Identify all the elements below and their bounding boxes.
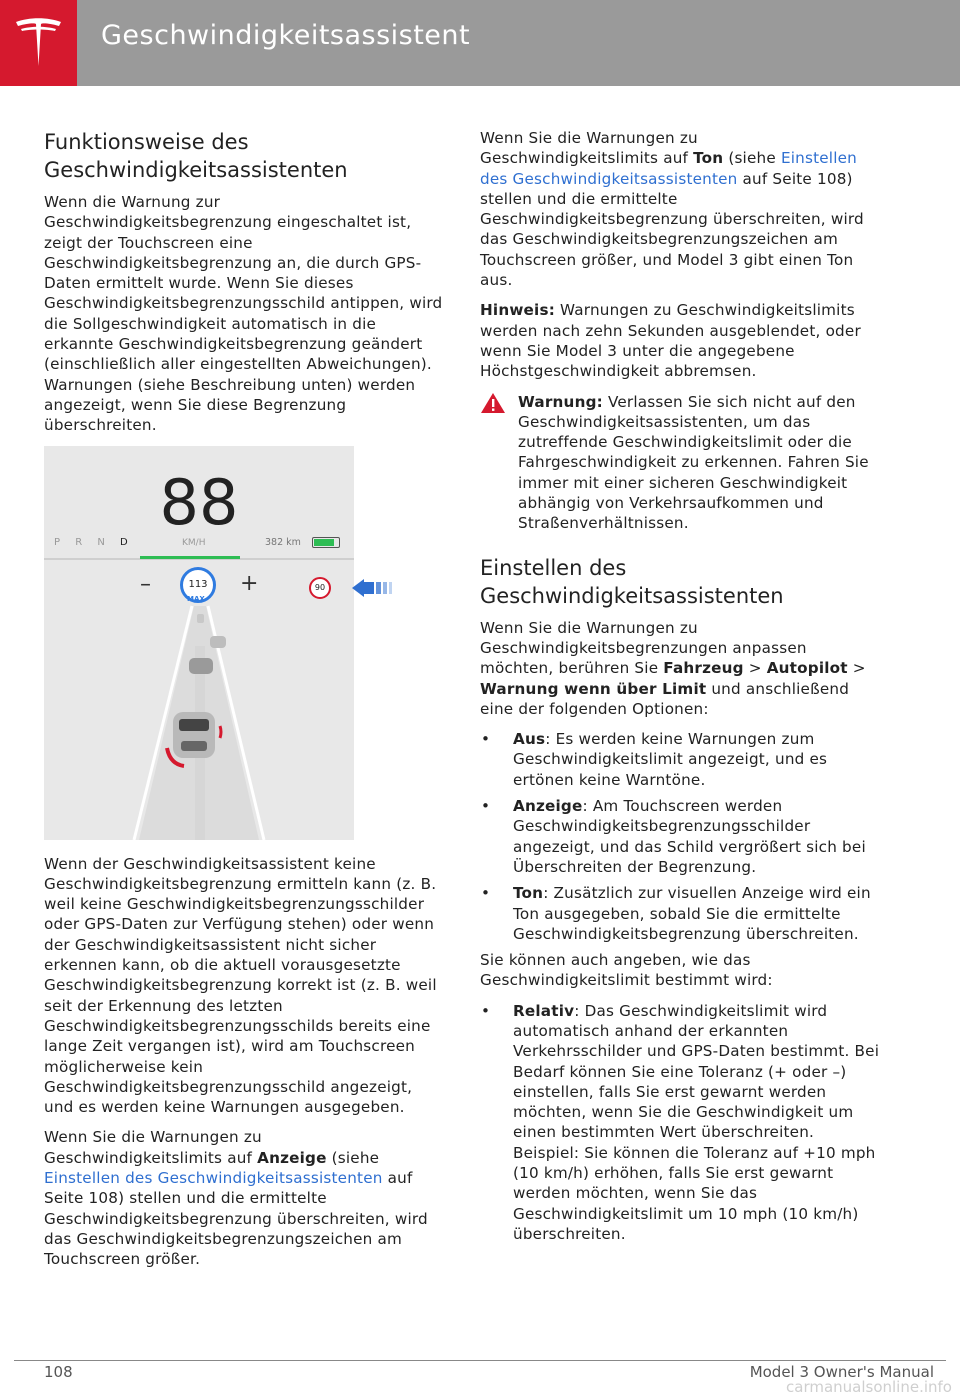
menu-path-vehicle: Fahrzeug: [663, 659, 744, 678]
text: und anschließend eine der folgenden Optionen:: [480, 679, 850, 718]
footer-rule: [14, 1360, 946, 1361]
paragraph: Sie können auch angeben, wie das Geschwindigkeitslimit bestimmt wird:: [480, 951, 773, 990]
note-paragraph: [480, 300, 880, 381]
speed-readout: 88: [159, 465, 239, 539]
text: Wenn Sie die Warnungen zu Geschwindigkeitsbegrenzungen anpassen möchten, berühren Sie: [480, 618, 807, 678]
bullet-icon: •: [481, 884, 491, 903]
emphasis: Ton: [693, 149, 724, 168]
text: >: [847, 659, 866, 678]
text: (siehe: [326, 1148, 380, 1167]
bullet-icon: •: [481, 1001, 491, 1020]
option-text: : Am Touchscreen werden Geschwindigkeitsbegrenzungsschilder angezeigt, und das Schild vergrößert sich bei Überschreiten der Begrenzung.: [513, 797, 866, 876]
text: Wenn Sie die Warnungen zu Geschwindigkeitslimits auf: [480, 129, 698, 168]
increase-speed-button[interactable]: +: [240, 570, 259, 596]
gear-active: D: [120, 536, 134, 548]
option-label: Relativ: [513, 1001, 575, 1020]
warning-triangle-icon: [480, 392, 506, 414]
manual-title: Model 3 Owner's Manual: [749, 1363, 934, 1381]
option-label: Ton: [513, 884, 544, 903]
callout-arrow-icon: [352, 575, 396, 601]
paragraph: [480, 128, 880, 290]
battery-icon: [312, 537, 340, 548]
section-heading: Funktionsweise des Geschwindigkeitsassistenten: [44, 130, 348, 182]
note-text: Warnungen zu Geschwindigkeitslimits werden nach zehn Sekunden ausgeblendet, oder wenn Sie Model 3 unter die angegebene Höchstgeschwindigkeit abbremsen.: [480, 301, 861, 381]
gear-inactive: P R N: [54, 536, 111, 548]
list-item: [480, 883, 880, 944]
text: Wenn Sie die Warnungen zu Geschwindigkeitslimits auf: [44, 1128, 262, 1167]
gear-indicator: [54, 537, 134, 548]
range-readout: 382 km: [265, 536, 301, 548]
menu-path-warning: Warnung wenn über Limit: [480, 679, 707, 698]
max-label: MAX: [187, 594, 205, 603]
bullet-icon: •: [481, 797, 491, 816]
list-item: [480, 729, 880, 790]
section-heading: Einstellen des Geschwindigkeitsassistenten: [480, 555, 784, 608]
watermark: carmanualsonline.info: [786, 1378, 952, 1396]
option-label: Aus: [513, 730, 546, 749]
paragraph: [44, 1127, 444, 1269]
paragraph: Wenn der Geschwindigkeitsassistent keine Geschwindigkeitsbegrenzung ermitteln kann (z. B. weil keine Geschwindigkeitsbegrenzungsschilder oder GPS-Daten zur Verfügung stehen) oder wenn der Geschwindigkeitsassistent nicht sicher erkennen kann, ob die aktuell vorausgesetzte Geschwindigkeitsbegrenzung korrekt ist (z. B. weil seit der Erkennung des letzten Geschwindigkeitsbegrenzungsschilds bereits eine lange Zeit vergangen ist), wird am Touchscreen möglicherweise kein Geschwindigkeitsbegrenzungsschild angezeigt, und es werden keine Warnungen ausgegeben.: [44, 854, 437, 1117]
note-label: Hinweis:: [480, 301, 555, 320]
page-title: Geschwindigkeitsassistent: [101, 20, 471, 51]
speed-bar-green: [140, 556, 240, 559]
text: >: [743, 659, 767, 678]
speed-assist-screen-figure: [44, 446, 354, 840]
options-list: [480, 1001, 880, 1245]
option-text: : Zusätzlich zur visuellen Anzeige wird ein Ton ausgegeben, sobald Sie die ermittelte Geschwindigkeitsbegrenzung überschreiten.: [513, 884, 871, 943]
warning-body: Verlassen Sie sich nicht auf den Geschwindigkeitsassistenten, um das zutreffende Geschwindigkeitslimit oder die Fahrgeschwindigkeit zu erkennen. Fahren Sie immer mit einer sicheren Geschwindigkeit abhängig von Verkehrsaufkommen und Straßenverhältnissen.: [518, 392, 869, 533]
decrease-speed-button[interactable]: –: [140, 571, 151, 597]
set-speed-display[interactable]: 113: [180, 567, 216, 603]
page-number: 108: [44, 1363, 73, 1381]
list-item: [480, 1001, 880, 1245]
warning-text: [518, 392, 880, 534]
option-text: : Es werden keine Warnungen zum Geschwindigkeitslimit angezeigt, und es ertönen keine Warntöne.: [513, 730, 828, 789]
options-list: [480, 729, 880, 944]
menu-path-autopilot: Autopilot: [766, 659, 848, 678]
emphasis: Anzeige: [257, 1148, 327, 1167]
speed-limit-sign[interactable]: 90: [309, 577, 331, 599]
text: auf Seite 108) stellen und die ermittelte Geschwindigkeitsbegrenzung überschreiten, wird das Geschwindigkeitsbegrenzungszeichen am Touchscreen größer, und Model 3 gibt einen Ton aus.: [480, 169, 864, 290]
left-column: [44, 128, 444, 1280]
page-header: [0, 0, 960, 86]
bullet-icon: •: [481, 730, 491, 749]
option-label: Anzeige: [513, 797, 583, 816]
tesla-logo-icon: [15, 18, 62, 70]
cross-reference-link[interactable]: Einstellen des Geschwindigkeitsassistenten: [480, 149, 857, 188]
list-item: [480, 796, 880, 877]
right-column: [480, 128, 880, 1250]
option-text: : Das Geschwindigkeitslimit wird automatisch anhand der erkannten Verkehrsschilder und GPS-Daten bestimmt. Bei Bedarf können Sie eine Toleranz (+ oder –) einstellen, falls Sie erst gewarnt werden möchten, wenn Sie die Geschwindigkeit um einen bestimmten Wert überschreiten. Beispiel: Sie können die Toleranz auf +10 mph (10 km/h) erhöhen, falls Sie erst gewarnt werden möchten, wenn Sie das Geschwindigkeitslimit um 10 mph (10 km/h) überschreiten.: [513, 1001, 880, 1243]
warning-box: [480, 392, 880, 534]
warning-label: Warnung:: [518, 392, 603, 411]
text: (siehe: [723, 149, 781, 168]
paragraph: Wenn die Warnung zur Geschwindigkeitsbegrenzung eingeschaltet ist, zeigt der Touchscreen eine Geschwindigkeitsbegrenzung an, die durch GPS-Daten ermittelt wurde. Wenn Sie dieses Geschwindigkeitsbegrenzungsschild antippen, wird die Sollgeschwindigkeit automatisch in die erkannte Geschwindigkeitsbegrenzung geändert (einschließlich aller eingestellten Abweichungen). Warnungen (siehe Beschreibung unten) werden angezeigt, wenn Sie diese Begrenzung überschreiten.: [44, 193, 443, 435]
text: auf Seite 108) stellen und die ermittelte Geschwindigkeitsbegrenzung überschreiten, wird das Geschwindigkeitsbegrenzungszeichen am Touchscreen größer.: [44, 1169, 428, 1269]
tesla-logo-box: [0, 0, 77, 86]
paragraph: [480, 618, 880, 719]
cross-reference-link[interactable]: Einstellen des Geschwindigkeitsassistenten: [44, 1169, 383, 1188]
speed-unit: KM/H: [182, 537, 206, 548]
